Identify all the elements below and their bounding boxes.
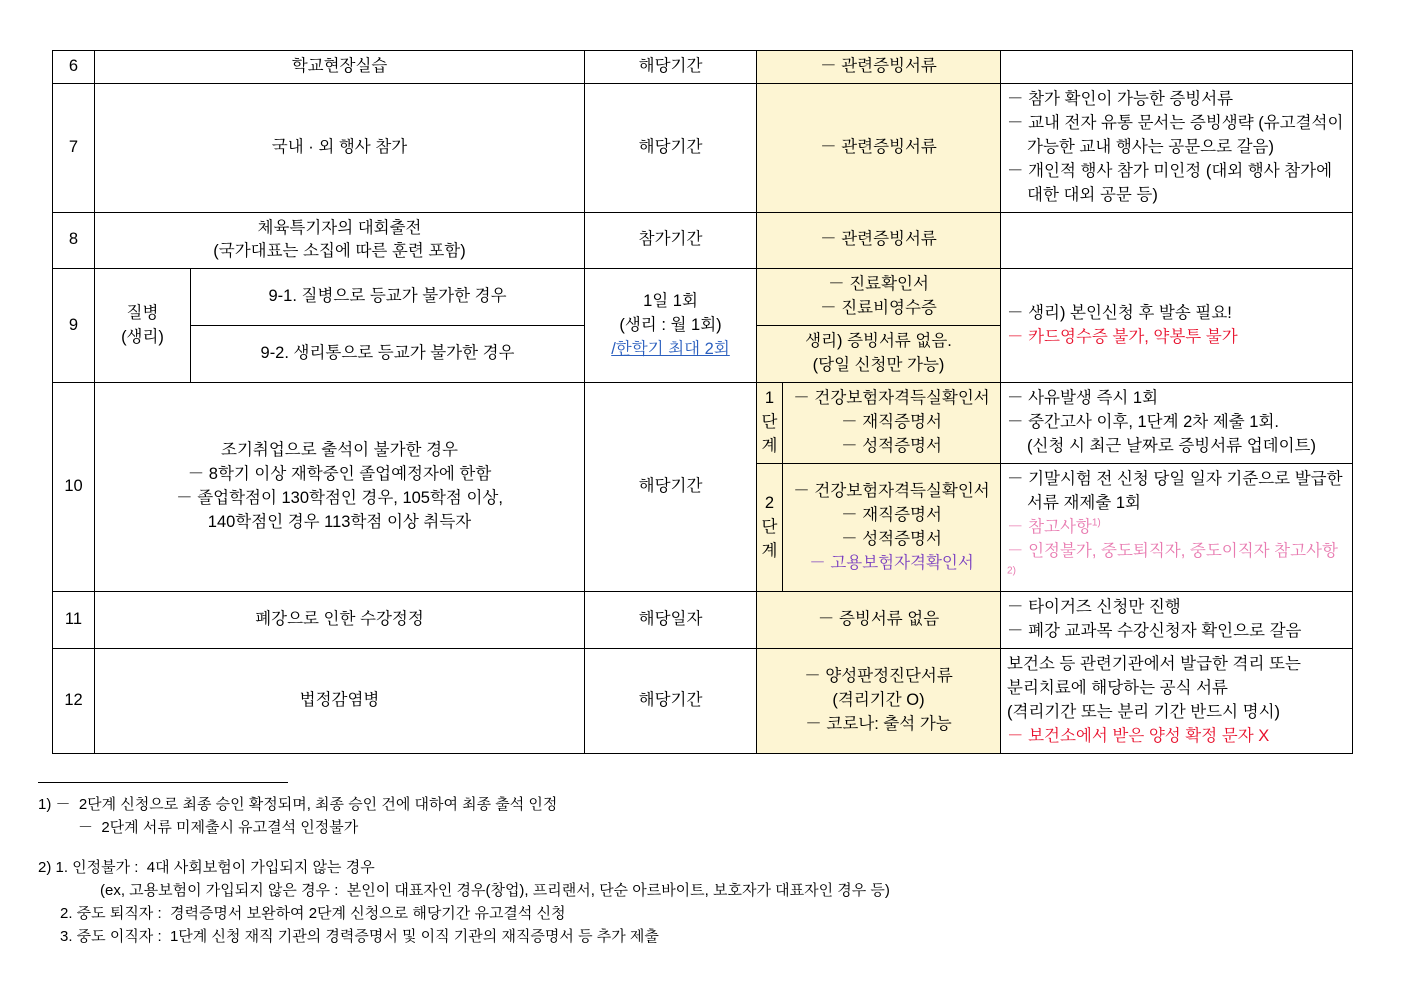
stage-label-1: 1 단 계 (757, 383, 783, 464)
row-documents-stage-2 (783, 463, 1001, 592)
row-description: 법정감염병 (95, 649, 585, 754)
table-row (53, 592, 1353, 649)
note-line: － 타이거즈 신청만 진행 (1007, 598, 1181, 617)
note-line: － 교내 전자 유통 문서는 증빙생략 (유고결석이 (1007, 113, 1344, 132)
row-notes (1001, 649, 1353, 754)
table-row (53, 51, 1353, 84)
table-row (53, 649, 1353, 754)
description-line: 체육특기자의 대회출전 (257, 218, 422, 237)
row-notes (1001, 51, 1353, 84)
note-line: － 사유발생 즉시 1회 (1007, 389, 1159, 408)
row-notes-stage-2 (1001, 463, 1353, 592)
footnote-line: 2) 1. 인정불가 : 4대 사회보험이 가입되지 않는 경우 (38, 858, 375, 876)
row-description: 폐강으로 인한 수강정정 (95, 592, 585, 649)
row-notes (1001, 592, 1353, 649)
row-period: 해당일자 (585, 592, 757, 649)
row-description (95, 212, 585, 269)
row-description: 학교현장실습 (95, 51, 585, 84)
note-line: － 중간고사 이후, 1단계 2차 제출 1회. (1007, 412, 1279, 431)
row-notes-stage-1 (1001, 383, 1353, 464)
period-line: (생리 : 월 1회) (619, 315, 722, 334)
attendance-exception-table (52, 50, 1353, 754)
description-line: － 졸업학점이 130학점인 경우, 105학점 이상, (176, 489, 503, 508)
row-number: 9 (53, 269, 95, 383)
row-description: 국내 · 외 행사 참가 (95, 83, 585, 212)
row-period (585, 269, 757, 383)
document-line: － 진료확인서 (828, 275, 929, 294)
sub-label-line: (생리) (121, 327, 164, 346)
document-line: － 양성판정진단서류 (804, 667, 953, 686)
footnote-line: － 2단계 서류 미제출시 유고결석 인정불가 (78, 819, 359, 837)
table-row (53, 212, 1353, 269)
row-documents (757, 269, 1001, 326)
document-line: － 재직증명서 (841, 412, 942, 431)
note-line: 가능한 교내 행사는 공문으로 갈음) (1027, 137, 1274, 156)
row-documents (757, 649, 1001, 754)
row-documents: － 관련증빙서류 (757, 83, 1001, 212)
footnote-separator (38, 782, 288, 783)
row-item: 9-2. 생리통으로 등교가 불가한 경우 (191, 326, 585, 383)
note-line-red: － 카드영수증 불가, 약봉투 불가 (1007, 327, 1238, 346)
document-line: － 코로나: 출석 가능 (805, 715, 952, 734)
sub-label-line: 질병 (126, 303, 159, 322)
table-row (53, 383, 1353, 464)
row-period: 해당기간 (585, 649, 757, 754)
note-line-pink (1007, 540, 1346, 588)
footnotes-section (38, 782, 1358, 965)
note-line-red: － 보건소에서 받은 양성 확정 문자 X (1007, 727, 1270, 746)
stage-label-2: 2 단 계 (757, 463, 783, 592)
row-documents (757, 326, 1001, 383)
note-line: － 폐강 교과목 수강신청자 확인으로 갈음 (1007, 622, 1302, 641)
period-line: 1일 1회 (643, 291, 698, 310)
footnote-ref-1: 1) (1091, 517, 1101, 529)
row-notes (1001, 83, 1353, 212)
row-period: 해당기간 (585, 383, 757, 592)
document-line: － 재직증명서 (841, 505, 942, 524)
note-text: － 참고사항 (1007, 517, 1092, 536)
table-row (53, 269, 1353, 326)
note-line-pink (1007, 516, 1346, 540)
footnote-ref-2: 2) (1007, 565, 1016, 577)
row-number: 6 (53, 51, 95, 84)
row-number: 12 (53, 649, 95, 754)
row-period: 참가기간 (585, 212, 757, 269)
row-period: 해당기간 (585, 51, 757, 84)
footnote-line: 2. 중도 퇴직자 : 경력증명서 보완하여 2단계 신청으로 해당기간 유고결석 신청 (60, 905, 566, 922)
footnote-2 (38, 856, 1358, 949)
row-documents: － 관련증빙서류 (757, 51, 1001, 84)
row-description (95, 383, 585, 592)
footnote-1 (38, 793, 1358, 840)
document-line-purple: － 고용보험자격확인서 (809, 553, 974, 572)
row-notes (1001, 212, 1353, 269)
footnote-line: 1) － 2단계 신청으로 최종 승인 확정되며, 최종 승인 건에 대하여 최종 출석 인정 (38, 796, 558, 813)
document-line: － 진료비영수증 (820, 299, 937, 318)
document-line: － 건강보험자격득실확인서 (793, 389, 990, 408)
row-number: 8 (53, 212, 95, 269)
document-line: － 성적증명서 (841, 436, 942, 455)
row-notes (1001, 269, 1353, 383)
row-number: 7 (53, 83, 95, 212)
row-sub-label (95, 269, 191, 383)
row-documents-stage-1 (783, 383, 1001, 464)
row-documents: － 관련증빙서류 (757, 212, 1001, 269)
document-line: 생리) 증빙서류 없음. (805, 332, 952, 351)
row-documents: － 증빙서류 없음 (757, 592, 1001, 649)
document-line: － 성적증명서 (841, 529, 942, 548)
footnote-line: 3. 중도 이직자 : 1단계 신청 재직 기관의 경력증명서 및 이직 기관의 재직증명서 등 추가 제출 (60, 928, 659, 946)
description-line: (국가대표는 소집에 따른 훈련 포함) (213, 242, 466, 261)
table-row (53, 83, 1353, 212)
note-line: 분리치료에 해당하는 공식 서류 (1007, 679, 1228, 698)
row-number: 10 (53, 383, 95, 592)
note-line: － 생리) 본인신청 후 발송 필요! (1007, 303, 1232, 322)
note-line: － 기말시험 전 신청 당일 일자 기준으로 발급한 (1007, 469, 1343, 488)
note-line: 대한 대외 공문 등) (1027, 185, 1158, 204)
footnote-line: (ex, 고용보험이 가입되지 않은 경우 : 본인이 대표자인 경우(창업), 프리랜서, 단순 아르바이트, 보호자가 대표자인 경우 등) (100, 881, 890, 899)
description-line: 140학점인 경우 113학점 이상 취득자 (207, 513, 472, 532)
note-line: － 개인적 행사 참가 미인정 (대외 행사 참가에 (1007, 161, 1333, 180)
note-line: － 참가 확인이 가능한 증빙서류 (1007, 89, 1234, 108)
row-item: 9-1. 질병으로 등교가 불가한 경우 (191, 269, 585, 326)
document-line: － 건강보험자격득실확인서 (793, 481, 990, 500)
period-highlight: /한학기 최대 2회 (611, 339, 730, 358)
document-line: (격리기간 O) (832, 691, 925, 710)
row-number: 11 (53, 592, 95, 649)
document-line: (당일 신청만 가능) (812, 356, 945, 375)
description-line: 조기취업으로 출석이 불가한 경우 (221, 441, 458, 460)
note-text: － 인정불가, 중도퇴직자, 중도이직자 참고사항 (1007, 541, 1338, 560)
note-line: (격리기간 또는 분리 기간 반드시 명시) (1007, 703, 1281, 722)
note-line: (신청 시 최근 날짜로 증빙서류 업데이트) (1027, 436, 1316, 455)
description-line: － 8학기 이상 재학중인 졸업예정자에 한함 (187, 465, 492, 484)
note-line: 보건소 등 관련기관에서 발급한 격리 또는 (1007, 655, 1301, 674)
row-period: 해당기간 (585, 83, 757, 212)
note-line: 서류 재제출 1회 (1027, 493, 1141, 512)
